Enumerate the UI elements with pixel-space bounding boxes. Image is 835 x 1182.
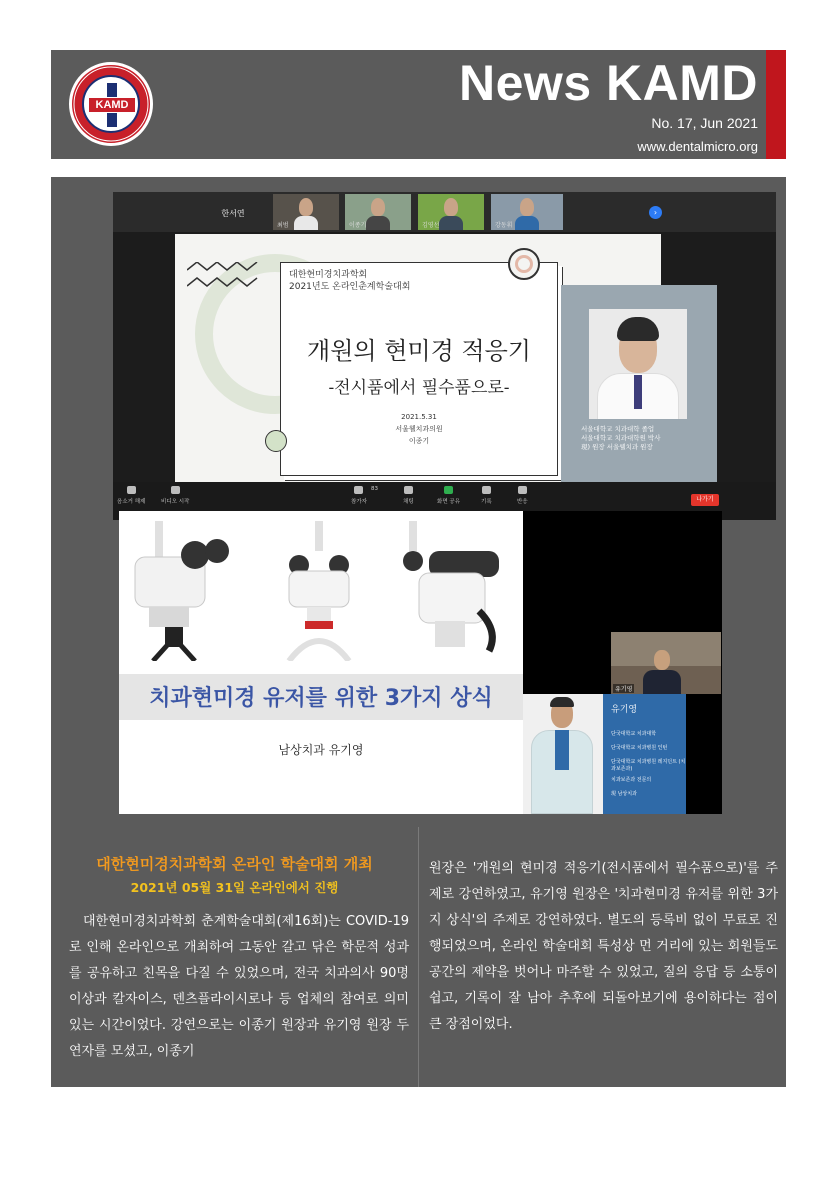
participant-strip (113, 192, 776, 232)
speaker-bio-line: 단국대학교 치과병원 인턴 (611, 745, 668, 751)
logo-text: KAMD (88, 97, 136, 113)
kamd-logo (69, 62, 153, 146)
slide-org: 대한현미경치과학회 (289, 270, 368, 280)
article (51, 827, 786, 1087)
column-divider (418, 827, 419, 1087)
share-screen-button[interactable]: 화면 공유 (437, 486, 460, 505)
speaker-bio-line: 現 남상치과 (611, 791, 637, 797)
article-subheadline: 2021년 05월 31일 온라인에서 진행 (130, 880, 339, 895)
speaker-photo (523, 694, 603, 814)
record-button[interactable]: 기록 (481, 486, 492, 505)
article-column-1: 대한현미경치과학회 춘계학술대회(제16회)는 COVID-19로 인해 온라인으로 개최하여 그동안 갈고 닦은 학문적 성과를 공유하고 친목을 다질 수 있었으며, 전국 치과의사 90명 이상과 칼자이스, 덴츠플라이시로나 등 업체의 참여로 의미 있는 시간이었다. 강연으로는 이종기 원장과 유기영 원장 두 연자를 모셨고, 이종기 (69, 914, 409, 1059)
newsletter-title: News KAMD (459, 55, 758, 111)
speaker-name: 유기영 (611, 705, 638, 715)
slide-speaker: 이종기 (408, 437, 430, 445)
article-column-2: 원장은 '개원의 현미경 적응기(전시품에서 필수품으로)'를 주제로 강연하였고, 유기영 원장은 '치과현미경 유저를 위한 3가지 상식'의 주제로 강연하였다. 별도의 등록비 없이 무료로 진행되었으며, 온라인 학술대회 특성상 먼 거리에 있는 회원들도 공간의 제약을 벗어나 마주할 수 있었고, 질의 응답 등 소통이 쉽고, 기록이 잘 남아 추후에 되돌아보기에 용이하다는 점이 큰 장점이었다. (429, 861, 778, 1032)
slide-presenter: 남상치과 유기영 (278, 743, 364, 757)
decorative-circle (508, 248, 540, 280)
chat-button[interactable]: 채팅 (403, 486, 414, 505)
microscope-image (259, 521, 379, 661)
photo-panel (51, 177, 786, 827)
accent-bar (766, 50, 786, 159)
participant-tile: 이종기 (345, 194, 411, 230)
zigzag-decoration (187, 262, 267, 302)
speaker-bio-line: 단국대학교 치과대학 (611, 731, 657, 737)
speaker-camera-tile (611, 632, 721, 694)
masthead (51, 50, 786, 159)
next-page-button[interactable]: › (649, 206, 662, 219)
slide-clinic: 서울웰치과의원 (395, 425, 443, 433)
reactions-button[interactable]: 반응 (517, 486, 528, 505)
speaker-bio-line: 단국대학교 치과병원 레지던트 (치과보존과) (611, 759, 686, 772)
share-icon (444, 486, 453, 494)
speaker-bio-line: 서울대학교 치과대학원 박사 (581, 434, 661, 442)
decorative-circle (265, 430, 287, 452)
slide-title: 개원의 현미경 적응기 (307, 337, 531, 365)
lecture-screen-2 (119, 511, 722, 814)
slide-title-card (280, 262, 558, 476)
participant-tile: 최범 (273, 194, 339, 230)
participants-button[interactable]: 참가자 (351, 486, 367, 505)
camera-name-label: 유기영 (615, 686, 633, 693)
speaker-bio-line: 서울대학교 치과대학 졸업 (581, 425, 655, 433)
microscope-image (125, 521, 245, 661)
participant-count: 83 (371, 486, 378, 492)
microphone-icon (127, 486, 136, 494)
slide-date: 2021.5.31 (401, 413, 437, 421)
leave-button[interactable]: 나가기 (691, 494, 719, 506)
microscope-image (389, 521, 509, 661)
zoom-screenshot (113, 192, 776, 520)
logo-emblem (82, 75, 140, 133)
slide-title: 치과현미경 유저를 위한 3가지 상식 (149, 686, 493, 711)
people-icon (354, 486, 363, 494)
article-headline: 대한현미경치과학회 온라인 학술대회 개최 (96, 855, 373, 873)
chat-icon (404, 486, 413, 494)
issue-number: No. 17, Jun 2021 (651, 115, 758, 131)
slide-event: 2021년도 온라인춘계학술대회 (289, 282, 411, 292)
mute-button[interactable]: 음소거 해제 (117, 486, 145, 505)
website-link[interactable]: www.dentalmicro.org (637, 139, 758, 154)
speaker-card-1 (561, 285, 717, 482)
speaker-bio (603, 694, 686, 814)
smile-icon (518, 486, 527, 494)
participant-tile: 김영선 (418, 194, 484, 230)
video-button[interactable]: 비디오 시작 (161, 486, 189, 505)
camera-icon (171, 486, 180, 494)
slide-subtitle: -전시품에서 필수품으로- (328, 378, 510, 398)
speaker-photo (589, 309, 687, 419)
speaker-bio-line: 現) 원장 서울웰치과 원장 (581, 443, 653, 451)
participant-tile: 한서연 (203, 194, 263, 230)
record-icon (482, 486, 491, 494)
participant-tile: 강동휘 (491, 194, 563, 230)
speaker-bio-line: 치과보존과 전문의 (611, 777, 652, 783)
speaker-card-2 (523, 694, 686, 814)
lecture-slide-2 (119, 511, 523, 814)
